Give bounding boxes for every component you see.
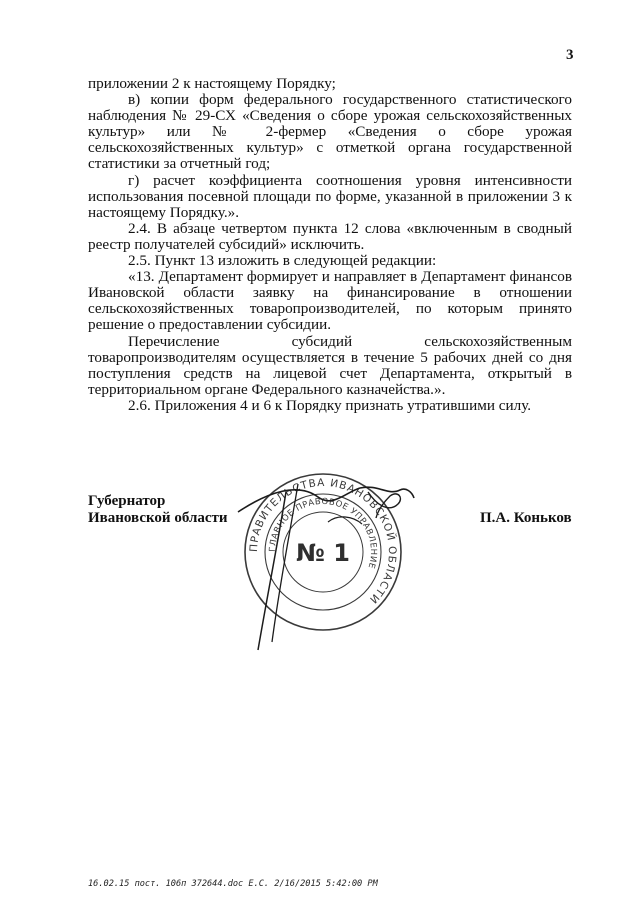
paragraph: 2.5. Пункт 13 изложить в следующей редакции: (128, 252, 437, 270)
signatory-name: П.А. Коньков (480, 510, 572, 526)
page-number: 3 (566, 47, 574, 63)
paragraph: г) расчет коэффициента соотношения уровня интенсивности использования посевной площади по форме, указанной в приложении 3 к настоящему Порядку.». (88, 171, 572, 221)
stamp-number: № 1 (296, 539, 350, 567)
paragraph: приложении 2 к настоящему Порядку; (88, 75, 336, 92)
signatory-title-line: Губернатор (88, 493, 166, 509)
paragraph: Перечисление субсидий сельскохозяйственным товаропроизводителям осуществляется в течение 5 рабочих дней со дня поступления средств на лицевой счет Департамента, открытый в территориальном органе Федерального казначейства.». (88, 332, 572, 398)
official-stamp (228, 452, 418, 652)
paragraph: 2.4. В абзаце четвертом пункта 12 слова «включенным в сводный реестр получателей субсидий» исключить. (88, 219, 572, 253)
stamp-inner-text: ГЛАВНОЕ ПРАВОВОЕ УПРАВЛЕНИЕ (267, 496, 379, 570)
document-body (88, 76, 572, 414)
stamp-outer-text: ПРАВИТЕЛЬСТВА ИВАНОВСКОЙ ОБЛАСТИ (247, 476, 399, 606)
paragraph: в) копии форм федерального государственного статистического наблюдения № 29-СХ «Сведения о сборе урожая сельскохозяйственных культур» или № 2-фермер «Сведения о сборе урожая сельскохозяйственных культур» с отметкой органа государственной статистики за отчетный год; (88, 91, 572, 173)
signatory-title-line: Ивановской области (88, 510, 228, 526)
paragraph: 2.6. Приложения 4 и 6 к Порядку признать утратившими силу. (128, 396, 532, 414)
paragraph: «13. Департамент формирует и направляет в Департамент финансов Ивановской области заявку на финансирование в отношении сельскохозяйственных товаропроизводителей, по которым принято решение о предоставлении субсидии. (88, 268, 572, 334)
signatory-title (88, 493, 228, 527)
file-footer: 16.02.15 пост. 106п 372644.doc Е.С. 2/16/2015 5:42:00 PM (88, 879, 378, 889)
